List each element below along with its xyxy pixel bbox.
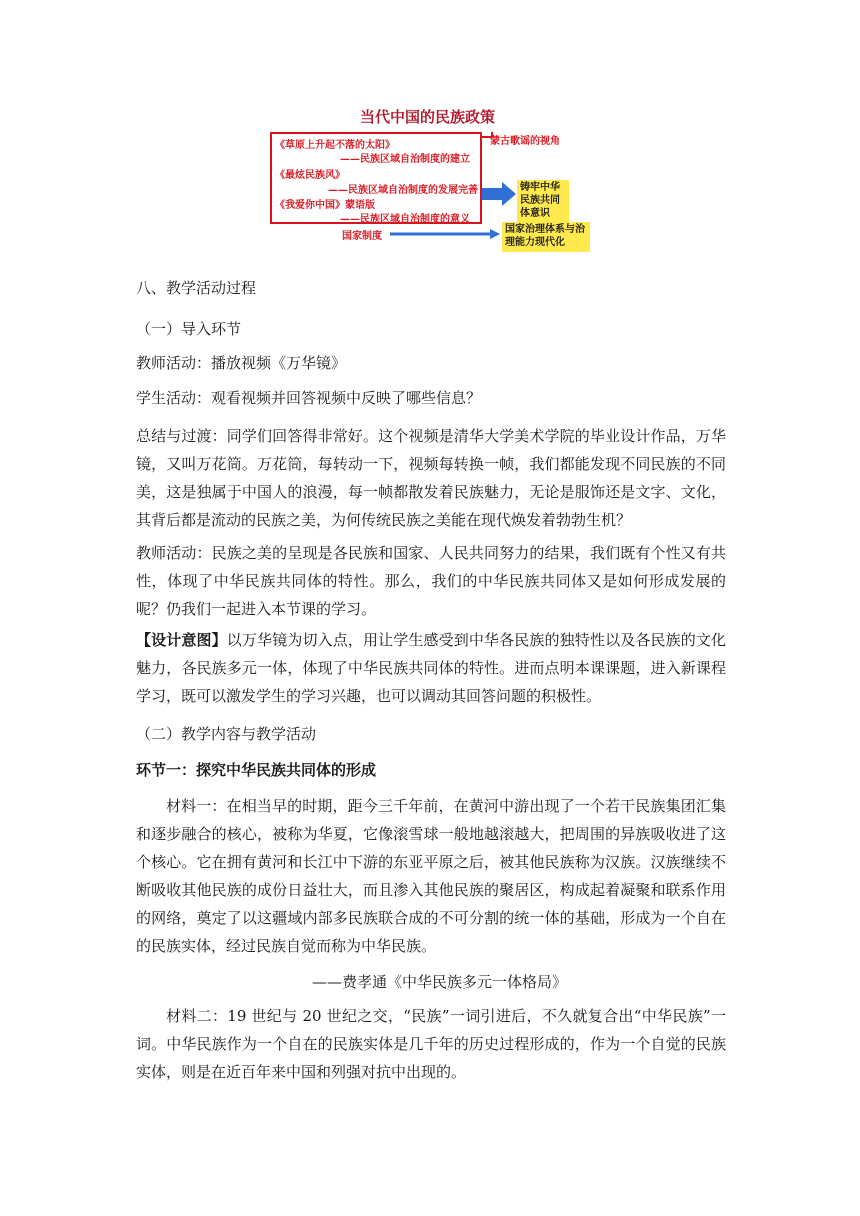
summary-paragraph: 总结与过渡：同学们回答得非常好。这个视频是清华大学美术学院的毕业设计作品，万华镜，又叫万花筒。万花筒，每转动一下，视频每转换一帧，我们都能发现不同民族的不同美，这是独属于中国人的浪漫，每一帧都散发着民族魅力，无论是服饰还是文字、文化，其背后都是流动的民族之美，为何传统民族之美能在现代焕发着勃勃生机？ [136,427,726,529]
teacher-activity-1: 教师活动：播放视频《万华镜》 [136,354,347,372]
figure-title: 当代中国的民族政策 [360,108,496,126]
design-intent-label: 【设计意图】 [136,631,227,649]
teacher-activity-2: 教师活动：民族之美的呈现是各民族和国家、人民共同努力的结果，我们既有个性又有共性，体现了中华民族共同体的特性。那么，我们的中华民族共同体又是如何形成发展的呢？仍我们一起进入本节课的学习。 [136,544,726,618]
step1-heading: 环节一：探究中华民族共同体的形成 [136,761,377,779]
figure-desc-3: ——民族区域自治制度的意义 [340,214,470,225]
figure-bottom-label: 国家制度 [342,231,382,242]
figure-song-3: 《我爱你中国》蒙语版 [275,200,375,211]
figure-desc-1: ——民族区域自治制度的建立 [340,154,470,165]
policy-figure [270,104,590,254]
material-2: 材料二：19 世纪与 20 世纪之交，“民族”一词引进后，不久就复合出“中华民族”一词。中华民族作为一个自在的民族实体是几千年的历史过程形成的，作为一个自觉的民族实体，则是在近百年来中国和列强对抗中出现的。 [136,1007,726,1081]
figure-side-label: 蒙古歌谣的视角 [490,136,560,147]
subsection-content: （二）教学内容与教学活动 [136,725,317,743]
figure-song-2: 《最炫民族风》 [275,170,345,181]
design-intent-paragraph [136,626,726,710]
subsection-intro: （一）导入环节 [136,320,242,338]
figure-song-1: 《草原上升起不落的太阳》 [275,140,395,151]
material-1: 材料一：在相当早的时期，距今三千年前，在黄河中游出现了一个若干民族集团汇集和逐步融合的核心，被称为华夏，它像滚雪球一般地越滚越大，把周围的异族吸收进了这个核心。它在拥有黄河和长江中下游的东亚平原之后，被其他民族称为汉族。汉族继续不断吸收其他民族的成份日益壮大，而且渗入其他民族的聚居区，构成起着凝聚和联系作用的网络，奠定了以这疆域内部多民族联合成的不可分割的统一体的基础，形成为一个自在的民族实体，经过民族自觉而称为中华民族。 [136,797,726,955]
design-intent-text: 以万华镜为切入点，用让学生感受到中华各民族的独特性以及各民族的文化魅力，各民族多元一体，体现了中华民族共同体的特性。进而点明本课课题，进入新课程学习，既可以激发学生的学习兴趣，也可以调动其回答问题的积极性。 [136,631,726,705]
figure-result-1: 铸牢中华民族共同体意识 [517,180,569,222]
student-activity-1: 学生活动：观看视频并回答视频中反映了哪些信息？ [136,389,482,407]
figure-result-2: 国家治理体系与治理能力现代化 [502,222,590,252]
section-heading: 八、教学活动过程 [136,279,257,297]
figure-desc-2: ——民族区域自治制度的发展完善 [328,185,478,196]
material-1-source: ——费孝通《中华民族多元一体格局》 [312,973,568,991]
